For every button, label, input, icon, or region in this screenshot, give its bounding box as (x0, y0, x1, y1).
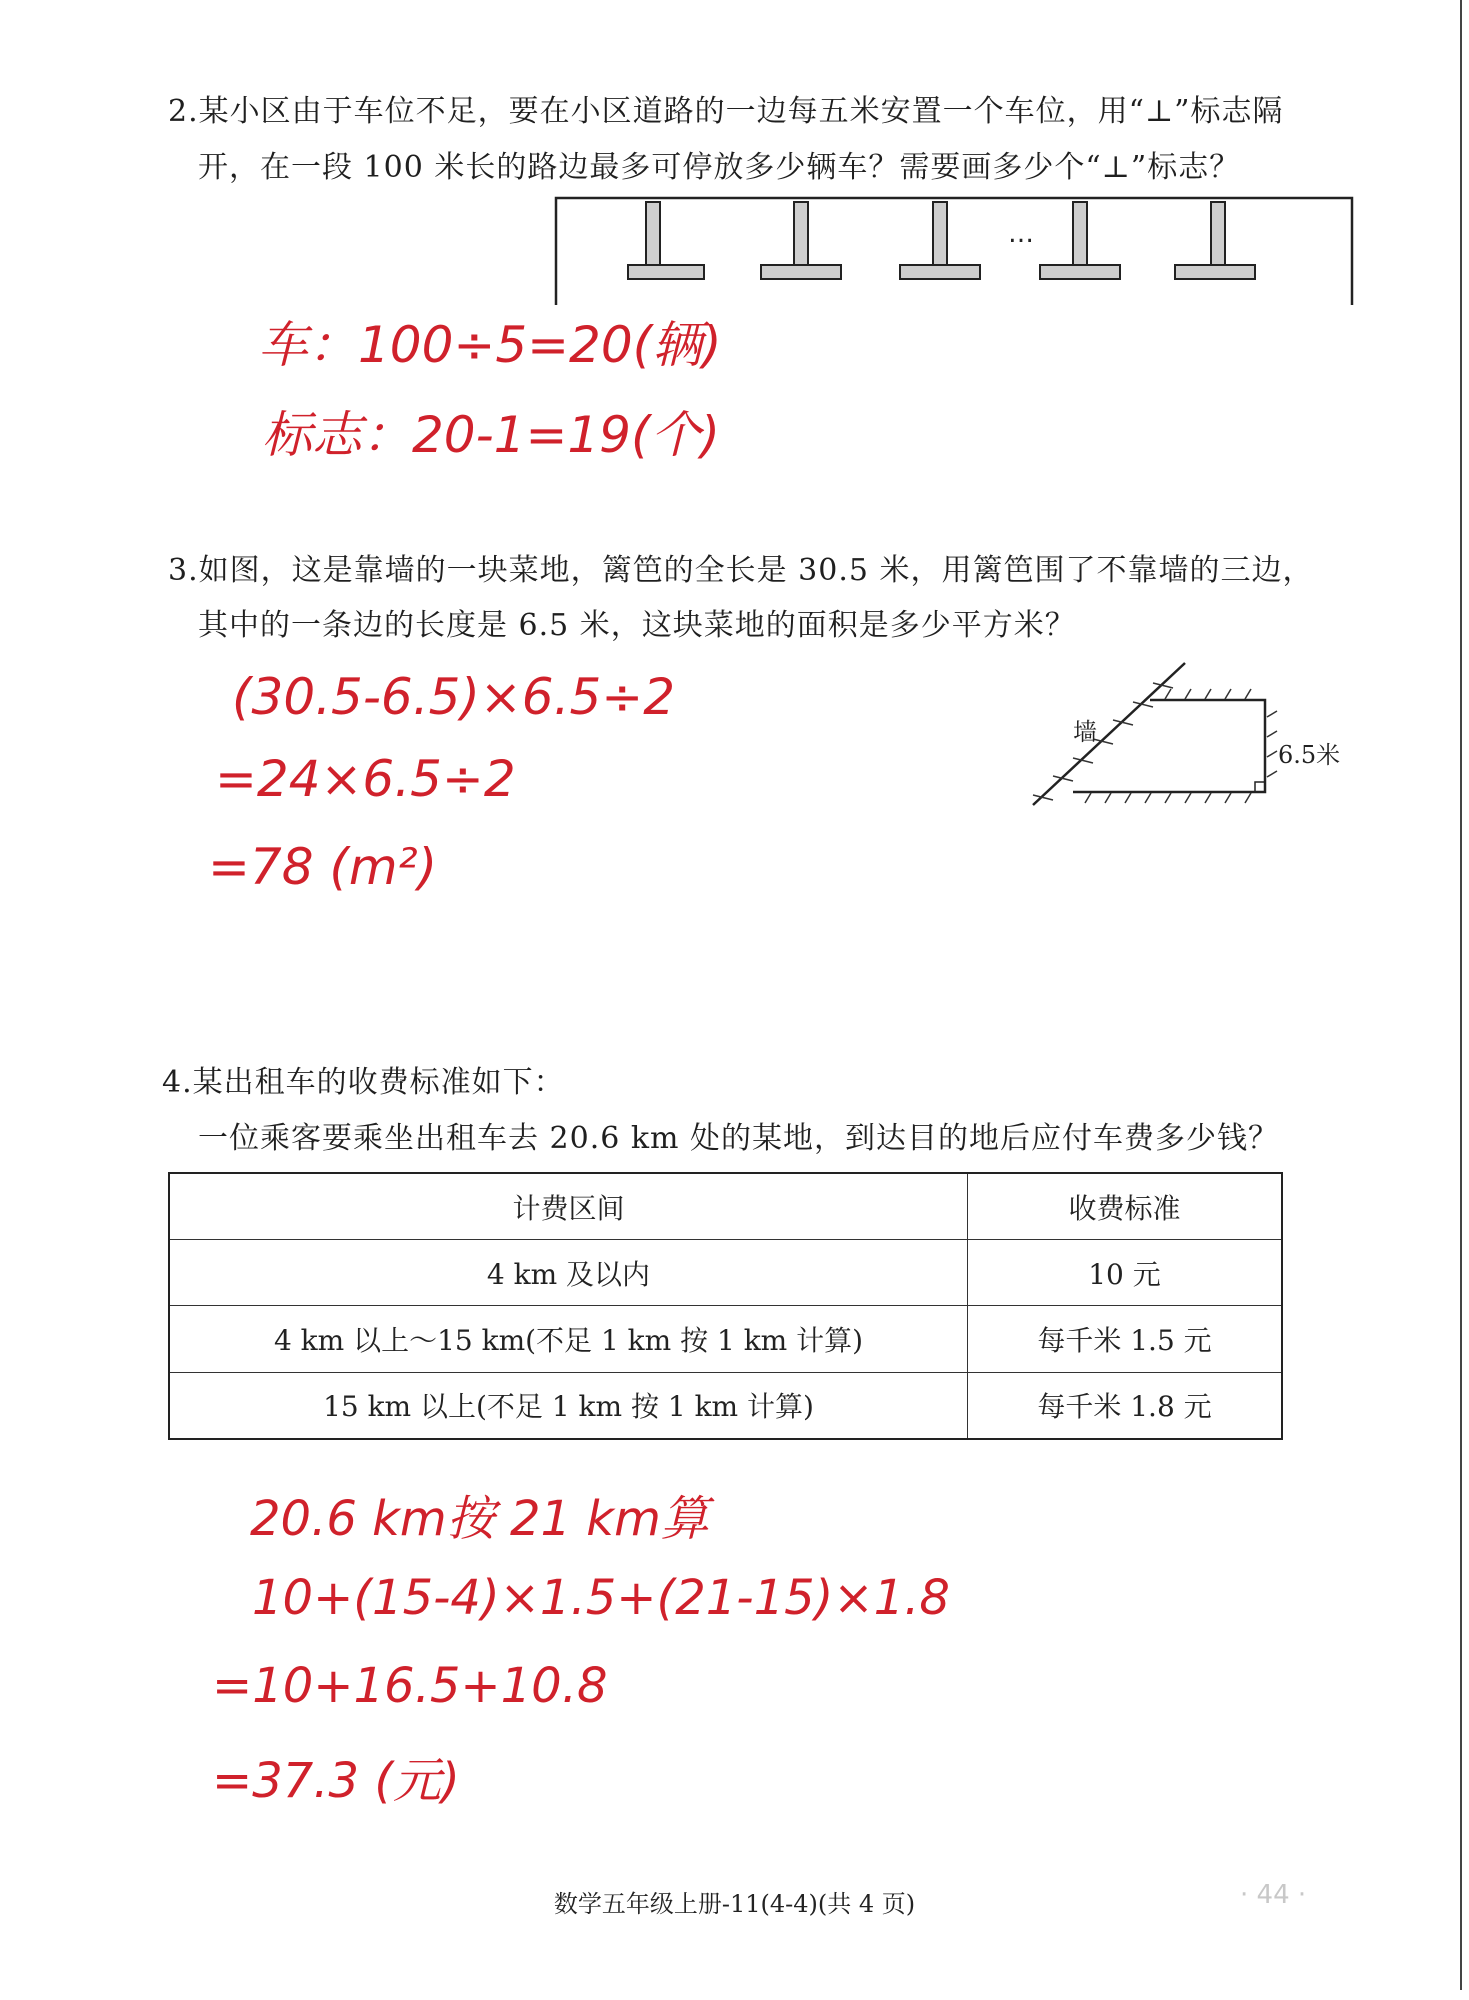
side-length-label: 6.5米 (1278, 741, 1341, 769)
q3-answer-step1: (30.5-6.5)×6.5÷2 (232, 668, 676, 726)
q2-text-line1: 2.某小区由于车位不足，要在小区道路的一边每五米安置一个车位，用“⊥”标志隔 (168, 94, 1284, 129)
table-row (169, 1372, 1282, 1439)
parking-marker (1175, 202, 1255, 279)
garden-diagram (1025, 655, 1290, 815)
parking-marker (761, 202, 841, 279)
fare-cell: 10 元 (968, 1240, 1283, 1306)
q3-answer-step2: =24×6.5÷2 (215, 750, 516, 808)
table-row (169, 1240, 1282, 1306)
page-number: · 44 · (1240, 1880, 1307, 1910)
page-edge-line (1460, 0, 1462, 1990)
q4-text-line2: 一位乘客要乘坐出租车去 20.6 km 处的某地，到达目的地后应付车费多少钱？ (198, 1121, 1280, 1156)
q2-text-line2: 开，在一段 100 米长的路边最多可停放多少辆车？需要画多少个“⊥”标志？ (198, 150, 1241, 185)
fare-cell: 4 km 以上～15 km(不足 1 km 按 1 km 计算) (169, 1306, 968, 1372)
q4-answer-rounding: 20.6 km按 21 km算 (250, 1491, 709, 1547)
q2-answer-markers: 标志：20-1=19(个) (262, 406, 721, 464)
fare-cell: 每千米 1.5 元 (968, 1306, 1283, 1372)
q4-answer-step2: =10+16.5+10.8 (212, 1658, 608, 1714)
fare-cell: 4 km 及以内 (169, 1240, 968, 1306)
fare-table (168, 1172, 1283, 1440)
q3-text-line1: 3.如图，这是靠墙的一块菜地，篱笆的全长是 30.5 米，用篱笆围了不靠墙的三边， (168, 553, 1314, 588)
parking-marker (900, 202, 980, 279)
page-footer: 数学五年级上册-11(4-4)(共 4 页) (553, 1890, 916, 1918)
fare-header-interval: 计费区间 (169, 1173, 968, 1240)
q4-text-line1: 4.某出租车的收费标准如下： (162, 1065, 565, 1100)
parking-marker (1040, 202, 1120, 279)
parking-ellipsis: … (1008, 219, 1034, 249)
fare-table-header-row (169, 1173, 1282, 1240)
table-row (169, 1306, 1282, 1372)
parking-marker (628, 202, 704, 279)
wall-label: 墙 (1073, 718, 1097, 746)
q3-text-line2: 其中的一条边的长度是 6.5 米，这块菜地的面积是多少平方米？ (198, 608, 1076, 643)
q4-answer-step1: 10+(15-4)×1.5+(21-15)×1.8 (252, 1570, 950, 1626)
fare-header-standard: 收费标准 (968, 1173, 1283, 1240)
q4-answer-step3: =37.3 (元) (212, 1753, 460, 1809)
parking-diagram (550, 190, 1360, 310)
fare-cell: 每千米 1.8 元 (968, 1372, 1283, 1439)
q2-answer-cars: 车：100÷5=20(辆) (258, 316, 722, 374)
fare-cell: 15 km 以上(不足 1 km 按 1 km 计算) (169, 1372, 968, 1439)
q3-answer-step3: =78 (m²) (208, 838, 438, 896)
